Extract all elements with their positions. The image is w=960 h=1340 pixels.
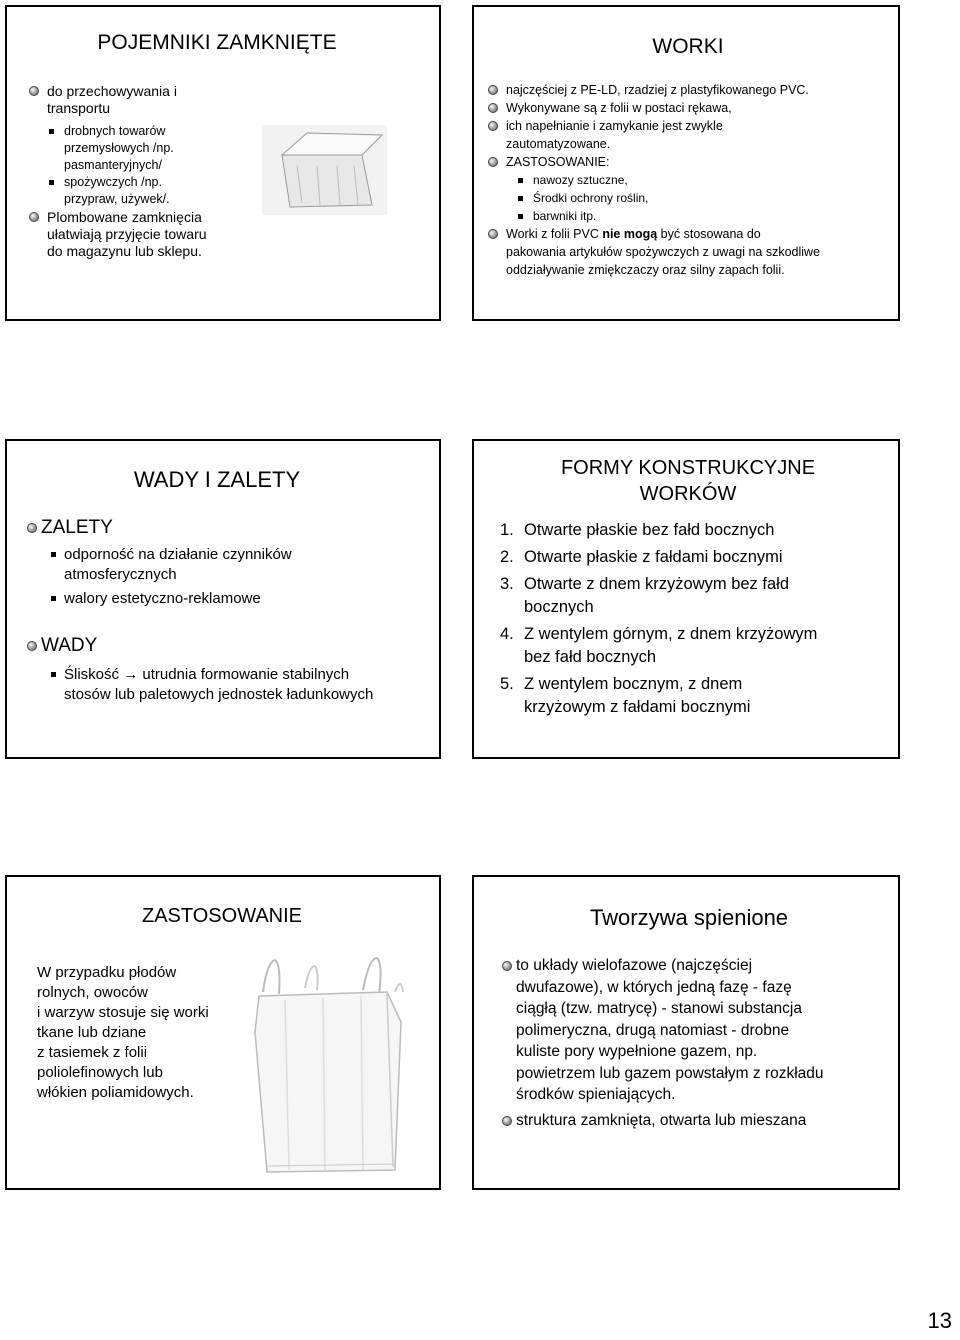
list-item: spożywczych /np. przypraw, używek/. [64, 175, 170, 206]
list-item: Z wentylem bocznym, z dnem [524, 675, 743, 693]
slide-worki [472, 5, 900, 321]
list-item: bocznych [524, 598, 594, 616]
section-heading: ZALETY [41, 517, 113, 538]
bullet-icon [488, 229, 498, 239]
text-line: środków spieniających. [516, 1086, 676, 1103]
container-image [262, 125, 387, 215]
slide-title: WADY I ZALETY [133, 467, 301, 492]
slide-zastosowanie [5, 875, 441, 1190]
list-item: pakowania artykułów spożywczych z uwagi na szkodliwe [506, 245, 821, 259]
list-number: 2. [500, 548, 514, 566]
bullet-icon [49, 129, 54, 134]
list-item: Otwarte z dnem krzyżowym bez fałd [524, 575, 789, 593]
list-number: 1. [500, 521, 514, 539]
slide-title: WORKI [652, 35, 724, 58]
list-item: nawozy sztuczne, [533, 173, 628, 187]
bullet-icon [488, 121, 498, 131]
bullet-icon [488, 157, 498, 167]
list-item: drobnych towarów przemysłowych /np. pasmanteryjnych/ [64, 124, 174, 172]
list-number: 4. [500, 625, 514, 643]
bullet-icon [518, 214, 523, 219]
list-number: 3. [500, 575, 514, 593]
text-line: włókien poliamidowych. [37, 1084, 194, 1101]
bullet-icon [518, 178, 523, 183]
list-item: bez fałd bocznych [524, 648, 657, 666]
text-line: tkane lub dziane [37, 1024, 147, 1041]
slide-formy [472, 439, 900, 759]
section-heading: WADY [41, 635, 98, 656]
list-item: Wykonywane są z folii w postaci rękawa, [506, 101, 732, 115]
list-item: najczęściej z PE-LD, rzadziej z plastyfikowanego PVC. [506, 83, 809, 97]
list-item: barwniki itp. [533, 209, 597, 223]
slide-wady-zalety [5, 439, 441, 759]
slide-title: POJEMNIKI ZAMKNIĘTE [97, 31, 337, 54]
bullet-icon [518, 196, 523, 201]
bullet-icon [502, 1116, 512, 1126]
list-item: do przechowywania i transportu [47, 83, 177, 116]
bullet-icon [29, 86, 39, 96]
slide-tworzywa [472, 875, 900, 1190]
bullet-icon [51, 596, 56, 601]
slide-title: Tworzywa spienione [589, 905, 789, 930]
bullet-icon [488, 85, 498, 95]
list-item: oddziaływanie zmiękczaczy oraz silny zapach folii. [506, 263, 785, 277]
list-item: Worki z folii PVC nie mogą być stosowana do [506, 227, 761, 241]
page-number: 13 [927, 1308, 952, 1333]
list-number: 5. [500, 675, 514, 693]
text-line: powietrzem lub gazem powstałym z rozkładu [516, 1064, 824, 1082]
text-line: poliolefinowych lub [37, 1064, 163, 1081]
list-item: Plombowane zamknięcia ułatwiają przyjęcie towaru do magazynu lub sklepu. [47, 209, 207, 259]
list-item: Otwarte płaskie bez fałd bocznych [524, 521, 775, 539]
bullet-icon [51, 672, 56, 677]
list-item: Otwarte płaskie z fałdami bocznymi [524, 548, 783, 566]
text-line: i warzyw stosuje się worki [37, 1004, 209, 1021]
bullet-icon [49, 180, 54, 185]
list-item: Z wentylem górnym, z dnem krzyżowym [524, 625, 818, 643]
list-item: Śliskość → utrudnia formowanie stabilnych stosów lub paletowych jednostek ładunkowych [64, 666, 374, 703]
slide-title-line1: FORMY KONSTRUKCYJNE [560, 457, 816, 479]
text-line: ciągłą (tzw. matrycę) - stanowi substancja [516, 1000, 802, 1017]
text-line: struktura zamknięta, otwarta lub mieszana [516, 1111, 807, 1129]
text-line: W przypadku płodów [37, 964, 177, 981]
text-line: kuliste pory wypełnione gazem, np. [516, 1043, 758, 1060]
slide-title-line2: WORKÓW [639, 483, 737, 505]
list-item: krzyżowym z fałdami bocznymi [524, 698, 751, 716]
bullet-icon [27, 523, 37, 533]
text-line: z tasiemek z folii [37, 1044, 148, 1061]
text-line: to układy wielofazowe (najczęściej [516, 957, 753, 974]
text-line: rolnych, owoców [37, 984, 148, 1001]
text-line: dwufazowe), w których jedną fazę - fazę [516, 978, 792, 996]
slide-pojemniki [5, 5, 441, 321]
list-item: ZASTOSOWANIE: [506, 155, 610, 169]
bullet-icon [51, 552, 56, 557]
arrow-icon: → [123, 666, 139, 683]
list-item: odporność na działanie czynników atmosferycznych [64, 546, 292, 583]
bullet-icon [502, 961, 512, 971]
text-line: polimeryczna, drugą natomiast - drobne [516, 1021, 790, 1039]
bullet-icon [29, 212, 39, 222]
slide-title: ZASTOSOWANIE [141, 905, 303, 927]
list-item: walory estetyczno-reklamowe [64, 590, 261, 607]
bullet-icon [488, 103, 498, 113]
bullet-icon [27, 641, 37, 651]
big-bag-image [245, 952, 405, 1177]
list-item: zautomatyzowane. [506, 137, 611, 151]
list-item: Środki ochrony roślin, [533, 191, 649, 205]
list-item: ich napełnianie i zamykanie jest zwykle [506, 119, 723, 133]
